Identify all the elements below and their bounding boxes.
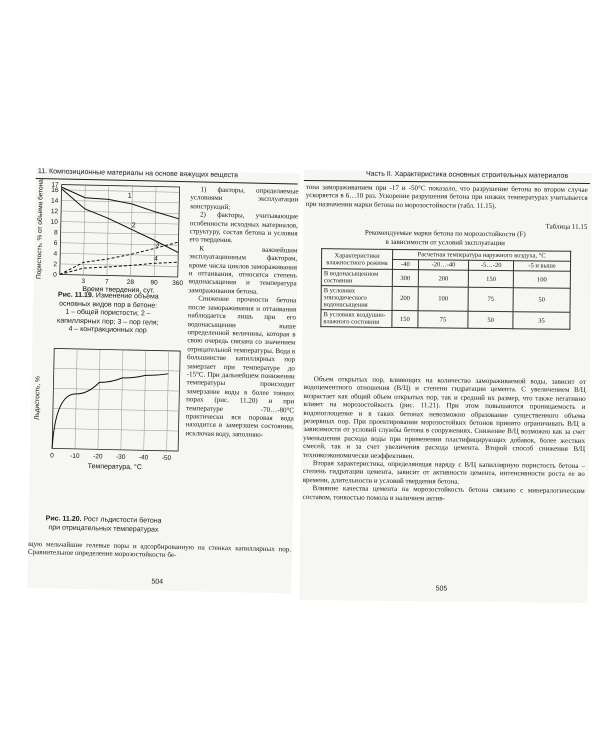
ice-content-chart [29, 340, 182, 483]
y-tick-label: 8 [53, 229, 58, 237]
y-axis-label: Пористость, % от объема бетона [35, 179, 45, 280]
grid-line [62, 190, 180, 192]
x-tick-label: 360 [172, 279, 184, 288]
curve-label: 3 [155, 241, 160, 249]
grid-line [61, 211, 179, 213]
paragraph: 2) факторы, учитывающие особенности исходных материалов, структуру, состав бетона и условия его твердения. [189, 210, 299, 245]
x-axis-label: Время твердения, сут. [82, 285, 155, 295]
grid-line [60, 253, 178, 255]
paragraph: Объем открытых пор, влияющих на количество замораживаемой воды, зависит от водоцементного отношения (В/Ц) и степени гидратации цемента. С увеличением В/Ц возрастает как общий объем открытых пор, так и средний их размер, что также негативно влияет на морозостойкость (рис. 11.21). При этом повышаются проницаемость и водопоглощение и в таких бетонах невозможно образование существенного объема резервных пор. При проектировании морозостойких бетонов принято ограничивать В/Ц в зависимости от условий службы бетона в сооружениях. Снижение В/Ц возможно как за счет уменьшения расхода воды при применении пластифицирующих добавок, более жестких смесей, так и за счет увеличения расхода цемента. Второй способ снижения В/Ц техникоэкономически неэффективен. [302, 375, 586, 460]
table-cell: В условиях эпизодического водонасыщения [321, 286, 392, 311]
left-bottom-text [28, 540, 291, 562]
figure-11-20-caption-line: Рост льдистости бетона [83, 516, 162, 525]
figure-11-20-caption [28, 515, 178, 535]
paragraph: щую мельчайшие гелевые поры и адсорбированную на стенках капиллярных пор. Сравнительное определение морозостойкости бе- [27, 539, 292, 560]
grid-line [61, 232, 179, 234]
table-cell: 300 [392, 269, 418, 286]
y-tick-label: 0 [53, 271, 57, 279]
grid-line [75, 349, 77, 449]
series-line [52, 371, 168, 450]
table-cell: 75 [418, 311, 469, 329]
paragraph: Вторая характеристика, определяющая наряду с В/Ц капиллярную пористость бетона – степень гидратации цемента, зависит от активности цемента, интенсивности роста ее во времени, длительности и условий твердения бетона. [302, 459, 585, 486]
paragraph: 1) факторы, определяемые условиями эксплуатации конструкций; [190, 185, 299, 211]
grid-line [53, 428, 179, 431]
grid-line [167, 351, 169, 451]
table-col-header: Характеристики влажностного режима [321, 249, 392, 270]
curve-label: 2 [131, 222, 136, 230]
figure-11-19-caption-line: капиллярных пор; 3 – пор геля; [56, 316, 159, 327]
right-running-head: Часть II. Характеристика основных строительных материалов [365, 170, 569, 180]
paragraph: тона замораживанием при -17 и -50°С показало, что разрушение бетона во втором случае ускоряется в 6…10 раз. Ускорение разрушения бетона при низких температурах учитывается при назначении марки бетона по морозостойкости (табл. 11.15). [305, 183, 588, 210]
table-cell: 150 [469, 270, 514, 287]
right-body-text [303, 375, 586, 504]
figure-11-20-caption-line: при отрицательных температурах [48, 523, 159, 534]
figure-11-19 [33, 180, 185, 293]
table-cell: В условиях воздушно-влажного состояния [321, 310, 392, 328]
right-page [299, 170, 591, 603]
grid-line [121, 350, 123, 450]
table-row [321, 310, 570, 330]
figure-11-19-caption-line: основных видов пор в бетоне: [59, 300, 158, 310]
right-intro-text [306, 183, 588, 211]
x-tick-label: -30 [115, 453, 126, 461]
paragraph: Влияние качества цемента на морозостойкость бетона связано с минералогическим составом, тонкостью помола и наличием актив- [302, 484, 585, 503]
x-tick-label: -50 [161, 454, 172, 462]
x-tick-label: 90 [150, 279, 158, 287]
table-col-header: -5 и выше [514, 261, 571, 272]
left-page [27, 168, 300, 593]
table-cell: 75 [468, 287, 513, 311]
table-cell: В водонасыщенном состоянии [321, 269, 392, 287]
series-line-3 [60, 240, 179, 277]
table-cell: 200 [418, 270, 469, 288]
table-title: Рекомендуемые марки бетона по морозостойкости (F) [364, 228, 526, 239]
grid-line [54, 368, 180, 371]
table-subtitle: в зависимости от условий эксплуатации [385, 237, 505, 247]
table-caption [303, 220, 587, 248]
table-col-header: -40 [392, 259, 418, 269]
x-tick-label: -40 [138, 454, 149, 462]
left-running-head: 11. Композиционные материалы на основе вяжущих веществ [37, 168, 239, 180]
grid-line [53, 408, 179, 411]
y-tick-label: 12 [50, 208, 59, 216]
table-number: Таблица 11.15 [545, 222, 588, 231]
series-line-4 [60, 260, 178, 277]
figure-11-19-caption-line: Изменение объема [95, 292, 159, 301]
x-tick-label: 0 [50, 452, 54, 460]
figure-11-19-caption-line: 1 – общей пористости; 2 – [65, 308, 151, 318]
x-tick-label: 7 [104, 278, 109, 286]
paragraph: К важнейшим эксплуатационным факторам, кроме числа циклов замораживания и оттаивания, относятся степень водонасыщения и температура замораживания бетона. [188, 244, 298, 296]
table-cell: 100 [513, 271, 570, 289]
left-text-column [185, 185, 298, 439]
y-tick-label: 6 [53, 239, 58, 247]
pore-volume-chart [33, 180, 185, 295]
x-tick-label: 3 [81, 277, 86, 286]
y-tick-label: 4 [53, 250, 58, 258]
x-tick-label: -20 [93, 453, 103, 461]
table-cell: 50 [468, 311, 513, 328]
curve-label: 1 [127, 192, 132, 200]
table-col-header: -20…-40 [418, 260, 469, 271]
table-cell: 50 [513, 288, 570, 313]
y-tick-label: 16 [51, 186, 59, 195]
grid-line [53, 388, 179, 391]
figure-11-19-caption [33, 291, 184, 337]
table-row [321, 286, 570, 313]
x-axis-label: Температура, °С [87, 463, 142, 472]
paragraph: Снижение прочности бетона после замораживания и оттаивания наблюдается лишь при его водонасыщении выше определенной величины, которая в свою очередь связана со значением отрицательной температуры. Вода в большинстве капиллярных пор замерзает при температуре до -15°С. При дальнейшем понижении температуры происходит замерзание воды в более тонких порах (рис. 11.20) и при температуре -70…-80°С практически вся поровая вода находится в замерзшем состоянии, исключая воду, заполняю- [185, 294, 297, 439]
table-group-header: Расчетная температура наружного воздуха, °С [393, 249, 571, 261]
grid-line [144, 350, 146, 450]
grid-line [83, 185, 85, 275]
y-tick-label: 10 [50, 218, 58, 226]
table-col-header: -5…-20 [469, 260, 514, 270]
y-tick-label: 17 [51, 181, 59, 189]
x-tick-label: -10 [70, 452, 80, 460]
left-page-number: 504 [151, 578, 164, 586]
y-axis-label: Льдистость, % [33, 376, 42, 421]
curve-label: 4 [153, 255, 159, 263]
figure-11-20-number: Рис. 11.20. [45, 515, 82, 524]
y-tick-label: 14 [51, 197, 59, 205]
table-cell: 35 [513, 312, 570, 330]
grid-line [98, 349, 100, 449]
right-page-number: 505 [435, 585, 448, 593]
figure-11-20 [30, 340, 183, 473]
table-cell: 100 [418, 287, 469, 312]
figure-11-19-caption-line: 4 – контракционных пор [68, 325, 147, 335]
x-tick-label: 28 [126, 278, 135, 287]
frost-resistance-table [320, 248, 571, 330]
table-cell: 150 [392, 310, 418, 327]
y-tick-label: 2 [53, 261, 58, 269]
figure-11-19-number: Рис. 11.19. [57, 291, 94, 300]
plot-frame [52, 348, 180, 451]
table-cell: 200 [392, 286, 418, 310]
